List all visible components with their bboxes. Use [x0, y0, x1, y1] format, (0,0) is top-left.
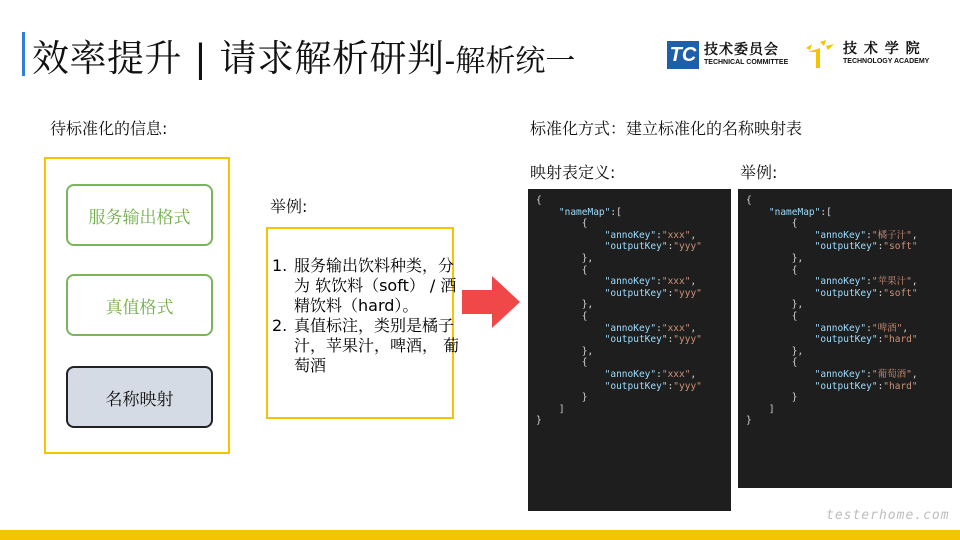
definition-label: 映射表定义:	[530, 163, 616, 182]
tc-logo-cn: 技术委员会	[704, 42, 779, 58]
code-line: "annoKey":"xxx",	[604, 368, 697, 380]
code-line: {	[536, 357, 588, 369]
code-line: "outputKey":"yyy"	[604, 287, 702, 299]
code-line: }	[746, 415, 752, 427]
code-line: {	[746, 264, 798, 276]
code-line: "annoKey":"啤酒",	[814, 322, 909, 334]
code-line: },	[746, 252, 804, 264]
code-line: "outputKey":"yyy"	[604, 334, 702, 346]
code-line: "outputKey":"soft"	[814, 241, 918, 253]
code-line: },	[746, 345, 804, 357]
code-line: {	[746, 357, 798, 369]
list-item	[272, 316, 462, 376]
code-line: },	[536, 345, 594, 357]
code-block-definition	[528, 189, 731, 511]
tc-logo-en: TECHNICAL COMMITTEE	[704, 59, 789, 66]
code-line: "annoKey":"橘子汁",	[814, 229, 918, 241]
code-line: }	[536, 415, 542, 427]
code-line: {	[536, 310, 588, 322]
academy-logo-icon	[804, 38, 838, 70]
code-line: "nameMap":[	[768, 206, 832, 218]
code-line: "outputKey":"hard"	[814, 380, 918, 392]
list-item-number: 2.	[272, 316, 288, 335]
list-item	[272, 256, 462, 316]
code-line: {	[746, 310, 798, 322]
title-accent-bar	[22, 32, 25, 76]
code-line: {	[536, 218, 588, 230]
code-line: }	[746, 392, 798, 404]
code-line: "nameMap":[	[558, 206, 622, 218]
code-line: ]	[746, 403, 775, 415]
item-service-output-format: 服务输出格式	[66, 184, 213, 246]
technology-academy-logo	[804, 36, 934, 72]
ta-logo-en: TECHNOLOGY ACADEMY	[843, 58, 930, 65]
tc-logo-icon: TC	[667, 41, 699, 69]
code-line: },	[536, 252, 594, 264]
list-item-number: 1.	[272, 256, 288, 275]
code-line: {	[746, 195, 752, 206]
code-line: },	[536, 299, 594, 311]
code-line: "annoKey":"苹果汁",	[814, 276, 918, 288]
code-line: {	[746, 218, 798, 230]
list-item-text: 真值标注，类别是橘子汁，苹果汁，啤酒， 葡萄酒	[294, 316, 460, 375]
code-line: "outputKey":"soft"	[814, 287, 918, 299]
example-label: 举例:	[740, 163, 778, 182]
code-line: {	[536, 195, 542, 206]
ta-logo-cn: 技 术 学 院	[843, 41, 921, 57]
title-main: 效率提升 | 请求解析研判	[32, 37, 445, 80]
page-title	[32, 28, 575, 78]
example-heading: 举例:	[270, 197, 308, 216]
code-line: "annoKey":"xxx",	[604, 322, 697, 334]
right-heading: 标准化方式：建立标准化的名称映射表	[530, 119, 803, 138]
item-truth-format: 真值格式	[66, 274, 213, 336]
code-line: ]	[536, 403, 565, 415]
bottom-accent-bar	[0, 530, 960, 540]
watermark: testerhome.com	[826, 508, 950, 523]
code-block-example	[738, 189, 952, 488]
code-line: {	[536, 264, 588, 276]
item-name-mapping: 名称映射	[66, 366, 213, 428]
code-line: "outputKey":"hard"	[814, 334, 918, 346]
technical-committee-logo	[667, 38, 801, 72]
code-line: },	[746, 299, 804, 311]
example-list	[272, 256, 462, 376]
code-line: "annoKey":"葡萄酒",	[814, 368, 918, 380]
list-item-text: 服务输出饮料种类，分为 软饮料（soft） / 酒精饮料（hard）。	[294, 256, 457, 315]
code-line: "annoKey":"xxx",	[604, 276, 697, 288]
left-heading: 待标准化的信息:	[50, 119, 168, 138]
code-line: }	[536, 392, 588, 404]
code-line: "outputKey":"yyy"	[604, 380, 702, 392]
code-line: "annoKey":"xxx",	[604, 229, 697, 241]
code-line: "outputKey":"yyy"	[604, 241, 702, 253]
title-sub: -解析统一	[444, 44, 576, 79]
right-arrow-icon	[462, 276, 522, 332]
